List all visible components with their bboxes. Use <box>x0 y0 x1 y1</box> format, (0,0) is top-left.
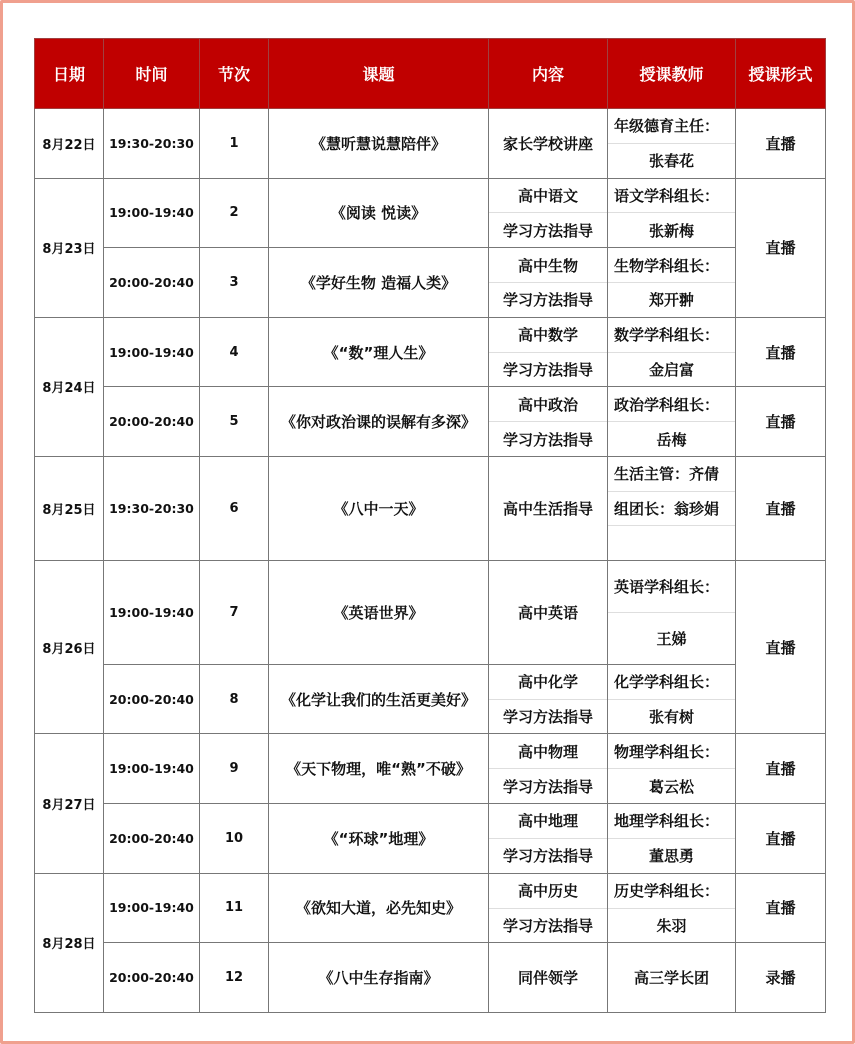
teacher-cell <box>608 387 736 457</box>
content-cell <box>489 943 608 1013</box>
teacher-role: 组团长：翁珍娟 <box>608 491 735 526</box>
content-line: 学习方法指导 <box>489 282 607 317</box>
teacher-name: 金启富 <box>608 352 735 387</box>
content-line: 高中英语 <box>517 603 578 622</box>
time-cell: 20:00-20:40 <box>104 804 200 874</box>
teacher-role: 数学学科组长： <box>614 326 720 345</box>
content-cell <box>489 317 608 387</box>
time-cell: 20:00-20:40 <box>104 248 200 318</box>
date-cell: 8月22日 <box>35 109 104 179</box>
teacher-cell <box>608 734 736 804</box>
table-header-row <box>35 39 826 109</box>
schedule-body <box>35 109 826 1013</box>
content-cell <box>489 387 608 457</box>
teacher-name: 董思勇 <box>608 838 735 873</box>
teacher-cell <box>608 943 736 1013</box>
format-cell: 直播 <box>736 387 826 457</box>
content-line: 家长学校讲座 <box>502 134 593 153</box>
time-cell: 19:00-19:40 <box>104 178 200 248</box>
content-line: 高中生物 <box>517 256 578 275</box>
format-cell: 直播 <box>736 804 826 874</box>
content-line: 高中历史 <box>517 882 578 901</box>
header-format: 授课形式 <box>736 39 826 109</box>
topic-cell: 《化学让我们的生活更美好》 <box>269 664 489 734</box>
session-cell: 6 <box>200 457 269 561</box>
content-cell <box>489 873 608 943</box>
topic-cell: 《“环球”地理》 <box>269 804 489 874</box>
content-line: 学习方法指导 <box>489 352 607 387</box>
content-line: 学习方法指导 <box>489 838 607 873</box>
content-cell <box>489 248 608 318</box>
table-row <box>35 387 826 457</box>
session-cell: 9 <box>200 734 269 804</box>
teacher-cell <box>608 873 736 943</box>
topic-cell: 《八中生存指南》 <box>269 943 489 1013</box>
teacher-cell <box>608 178 736 248</box>
time-cell: 19:30-20:30 <box>104 457 200 561</box>
content-line: 学习方法指导 <box>489 908 607 943</box>
teacher-role: 化学学科组长： <box>614 673 720 692</box>
teacher-role <box>608 525 735 560</box>
teacher-cell <box>608 664 736 734</box>
header-date: 日期 <box>35 39 104 109</box>
teacher-cell <box>608 109 736 179</box>
content-line: 高中生活指导 <box>502 500 593 518</box>
topic-cell: 《欲知大道，必先知史》 <box>269 873 489 943</box>
teacher-role: 地理学科组长： <box>614 812 720 831</box>
header-teacher: 授课教师 <box>608 39 736 109</box>
content-cell <box>489 560 608 664</box>
table-row <box>35 943 826 1013</box>
table-row <box>35 457 826 561</box>
content-line: 学习方法指导 <box>489 421 607 456</box>
content-cell <box>489 178 608 248</box>
session-cell: 12 <box>200 943 269 1013</box>
schedule-table <box>34 38 826 1013</box>
teacher-role: 英语学科组长： <box>614 577 720 596</box>
topic-cell: 《天下物理，唯“熟”不破》 <box>269 734 489 804</box>
teacher-name: 岳梅 <box>608 421 735 456</box>
header-session: 节次 <box>200 39 269 109</box>
time-cell: 19:00-19:40 <box>104 873 200 943</box>
table-row <box>35 734 826 804</box>
content-cell <box>489 109 608 179</box>
time-cell: 20:00-20:40 <box>104 387 200 457</box>
teacher-role: 政治学科组长： <box>614 395 720 414</box>
teacher-cell <box>608 457 736 561</box>
teacher-name: 葛云松 <box>608 768 735 803</box>
date-cell: 8月25日 <box>35 457 104 561</box>
format-cell: 直播 <box>736 178 826 317</box>
content-line: 高中地理 <box>517 812 578 831</box>
time-cell: 19:00-19:40 <box>104 734 200 804</box>
table-row <box>35 178 826 248</box>
topic-cell: 《学好生物 造福人类》 <box>269 248 489 318</box>
teacher-cell <box>608 317 736 387</box>
session-cell: 8 <box>200 664 269 734</box>
table-row <box>35 664 826 734</box>
teacher-name: 张有树 <box>608 699 735 734</box>
topic-cell: 《你对政治课的误解有多深》 <box>269 387 489 457</box>
topic-cell: 《慧听慧说慧陪伴》 <box>269 109 489 179</box>
session-cell: 5 <box>200 387 269 457</box>
teacher-role: 生活主管：齐倩 <box>614 465 720 484</box>
format-cell: 直播 <box>736 734 826 804</box>
topic-cell: 《阅读 悦读》 <box>269 178 489 248</box>
content-cell <box>489 734 608 804</box>
date-cell: 8月27日 <box>35 734 104 873</box>
content-line: 学习方法指导 <box>489 699 607 734</box>
session-cell: 7 <box>200 560 269 664</box>
format-cell: 录播 <box>736 943 826 1013</box>
session-cell: 10 <box>200 804 269 874</box>
content-line: 高中数学 <box>517 326 578 345</box>
time-cell: 19:30-20:30 <box>104 109 200 179</box>
format-cell: 直播 <box>736 457 826 561</box>
time-cell: 20:00-20:40 <box>104 664 200 734</box>
topic-cell: 《英语世界》 <box>269 560 489 664</box>
content-line: 学习方法指导 <box>489 212 607 247</box>
content-line: 高中语文 <box>517 187 578 206</box>
content-line: 高中物理 <box>517 742 578 761</box>
header-topic: 课题 <box>269 39 489 109</box>
content-cell <box>489 804 608 874</box>
teacher-cell <box>608 248 736 318</box>
teacher-role: 历史学科组长： <box>614 882 720 901</box>
table-row <box>35 560 826 664</box>
date-cell: 8月28日 <box>35 873 104 1012</box>
time-cell: 19:00-19:40 <box>104 560 200 664</box>
header-content: 内容 <box>489 39 608 109</box>
table-row <box>35 248 826 318</box>
teacher-role: 生物学科组长： <box>614 256 720 275</box>
content-cell <box>489 457 608 561</box>
table-row <box>35 873 826 943</box>
format-cell: 直播 <box>736 317 826 387</box>
session-cell: 11 <box>200 873 269 943</box>
time-cell: 19:00-19:40 <box>104 317 200 387</box>
teacher-name: 张新梅 <box>608 212 735 247</box>
teacher-role: 年级德育主任： <box>614 117 720 136</box>
table-row <box>35 109 826 179</box>
content-line: 高中化学 <box>517 673 578 692</box>
content-line: 高中政治 <box>517 395 578 414</box>
format-cell: 直播 <box>736 109 826 179</box>
format-cell: 直播 <box>736 873 826 943</box>
teacher-cell <box>608 804 736 874</box>
teacher-name: 张春花 <box>608 143 735 178</box>
date-cell: 8月24日 <box>35 317 104 456</box>
content-line: 同伴领学 <box>517 969 578 988</box>
teacher-name: 王娣 <box>608 612 735 664</box>
teacher-role: 物理学科组长： <box>614 742 720 761</box>
content-line: 学习方法指导 <box>489 768 607 803</box>
table-row <box>35 317 826 387</box>
teacher-cell <box>608 560 736 664</box>
session-cell: 1 <box>200 109 269 179</box>
topic-cell: 《八中一天》 <box>269 457 489 561</box>
date-cell: 8月26日 <box>35 560 104 734</box>
session-cell: 3 <box>200 248 269 318</box>
session-cell: 4 <box>200 317 269 387</box>
teacher-name: 朱羽 <box>608 908 735 943</box>
header-time: 时间 <box>104 39 200 109</box>
format-cell: 直播 <box>736 560 826 734</box>
content-cell <box>489 664 608 734</box>
teacher-line: 高三学长团 <box>633 969 709 988</box>
table-row <box>35 804 826 874</box>
session-cell: 2 <box>200 178 269 248</box>
date-cell: 8月23日 <box>35 178 104 317</box>
teacher-name: 郑开翀 <box>608 282 735 317</box>
time-cell: 20:00-20:40 <box>104 943 200 1013</box>
teacher-role: 语文学科组长： <box>614 187 720 206</box>
topic-cell: 《“数”理人生》 <box>269 317 489 387</box>
